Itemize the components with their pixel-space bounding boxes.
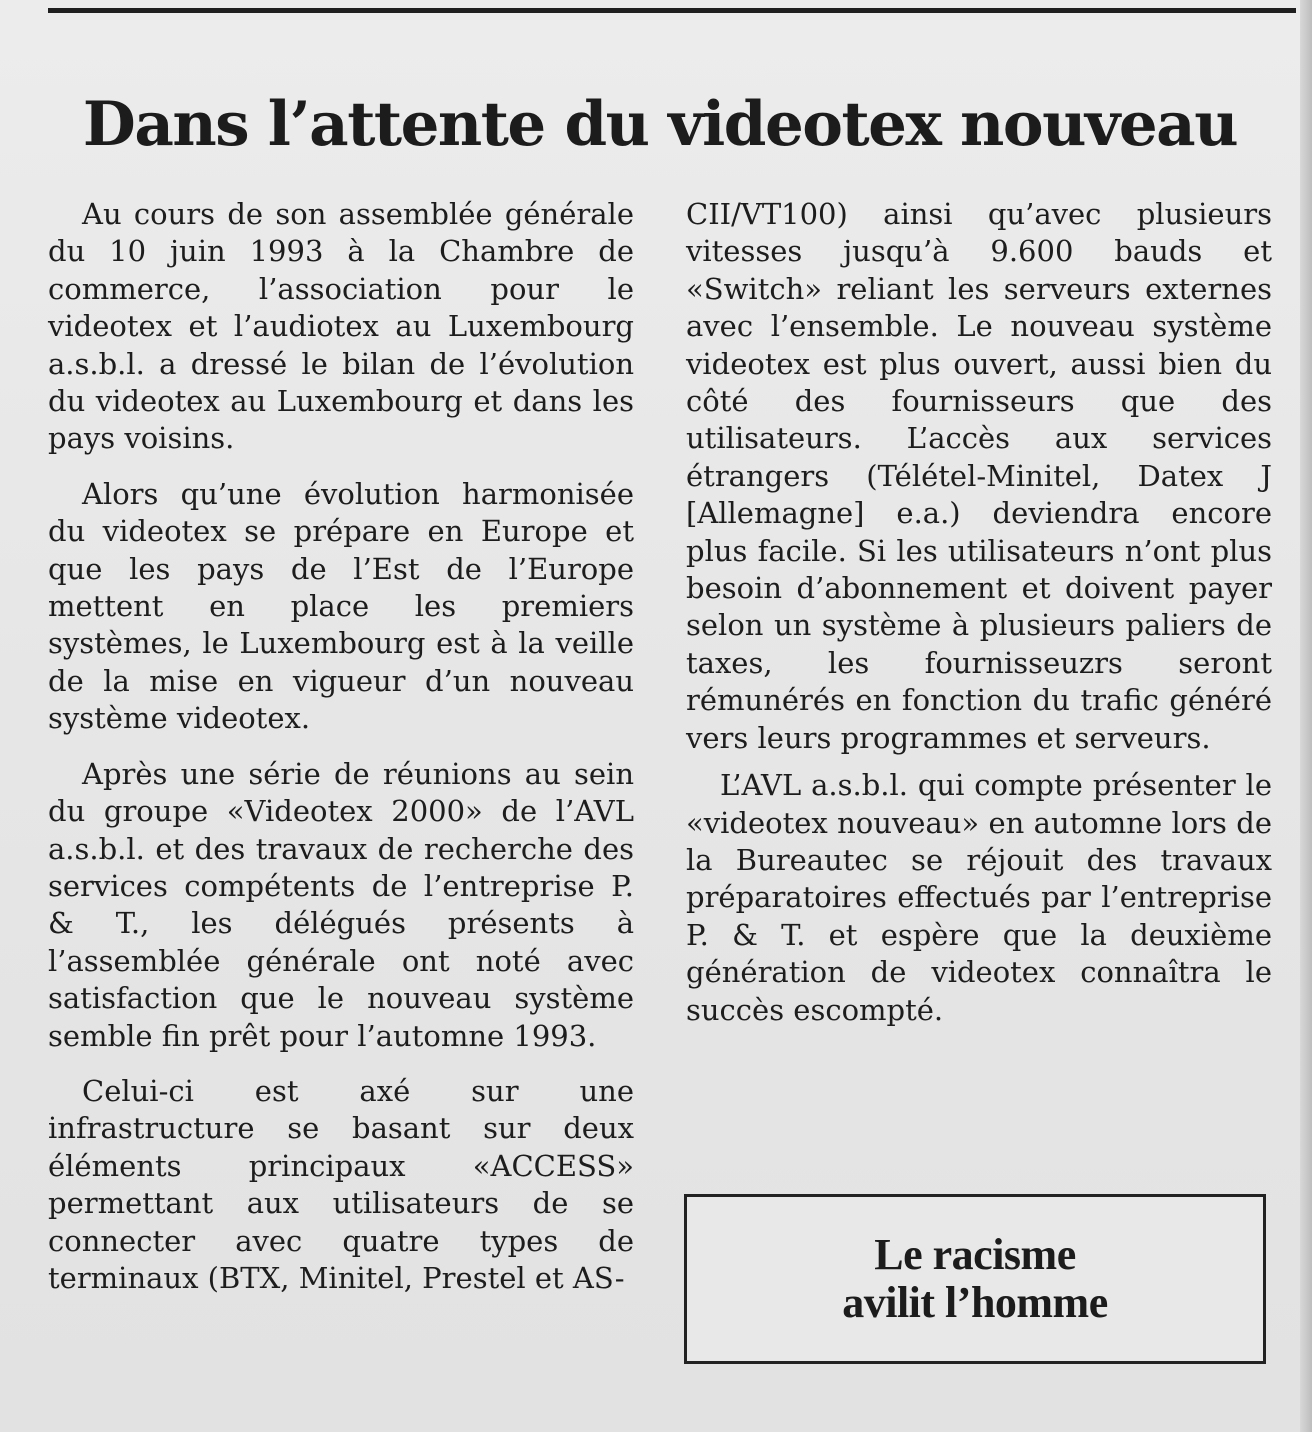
top-rule: [48, 8, 1296, 13]
paragraph-1: Au cours de son assemblée générale du 10 juin 1993 à la Chambre de commerce, l’association pour le videotex et l’audiotex au Luxembourg a.s.b.l. a dressé le bilan de l’évolution du videotex au Luxembourg et dans les pays voisins.: [48, 197, 634, 456]
slogan-line-2: avilit l’homme: [842, 1278, 1108, 1327]
paragraph-3: Après une série de réunions au sein du groupe «Videotex 2000» de l’AVL a.s.b.l. et des travaux de recherche des services compétents de l’entreprise P. & T., les délégués présents à l’assemblée générale ont noté avec satisfaction que le nouveau système semble fin prêt pour l’automne 1993.: [48, 756, 634, 1053]
right-column: [686, 196, 1272, 1029]
paragraph-2: Alors qu’une évolution harmonisée du videotex se prépare en Europe et que les pays de l’Est de l’Europe mettent en place les premiers systèmes, le Luxembourg est à la veille de la mise en vigueur d’un nouveau système videotex.: [48, 476, 634, 736]
slogan-box: [684, 1194, 1266, 1364]
left-column: [48, 196, 634, 1297]
paragraph-4: Celui-ci est axé sur une infrastructure se basant sur deux éléments principaux «ACCESS» permettant aux utilisateurs de se connecter avec quatre types de terminaux (BTX, Minitel, Prestel et AS-: [48, 1073, 634, 1295]
paragraph-5: CII/VT100) ainsi qu’avec plusieurs vitesses jusqu’à 9.600 bauds et «Switch» reliant les serveurs externes avec l’ensemble. Le nouveau système videotex est plus ouvert, aussi bien du côté des fournisseurs que des utilisateurs. L’accès aux services étrangers (Télétel-Minitel, Datex J [Allemagne] e.a.) deviendra encore plus facile. Si les utilisateurs n’ont plus besoin d’abonnement et doivent payer selon un système à plusieurs paliers de taxes, les fournisseuzrs seront rémunérés en fonction du trafic généré vers leurs programmes et serveurs.: [686, 197, 1272, 755]
slogan-line-1: Le racisme: [874, 1230, 1076, 1279]
paper-edge: [1300, 0, 1312, 1432]
paragraph-6: L’AVL a.s.b.l. qui compte présenter le «videotex nouveau» en automne lors de la Bureautec se réjouit des travaux préparatoires effectués par l’entreprise P. & T. et espère que la deuxième génération de videotex connaîtra le succès escompté.: [686, 768, 1272, 1027]
article-headline: Dans l’attente du videotex nouveau: [82, 89, 1238, 160]
